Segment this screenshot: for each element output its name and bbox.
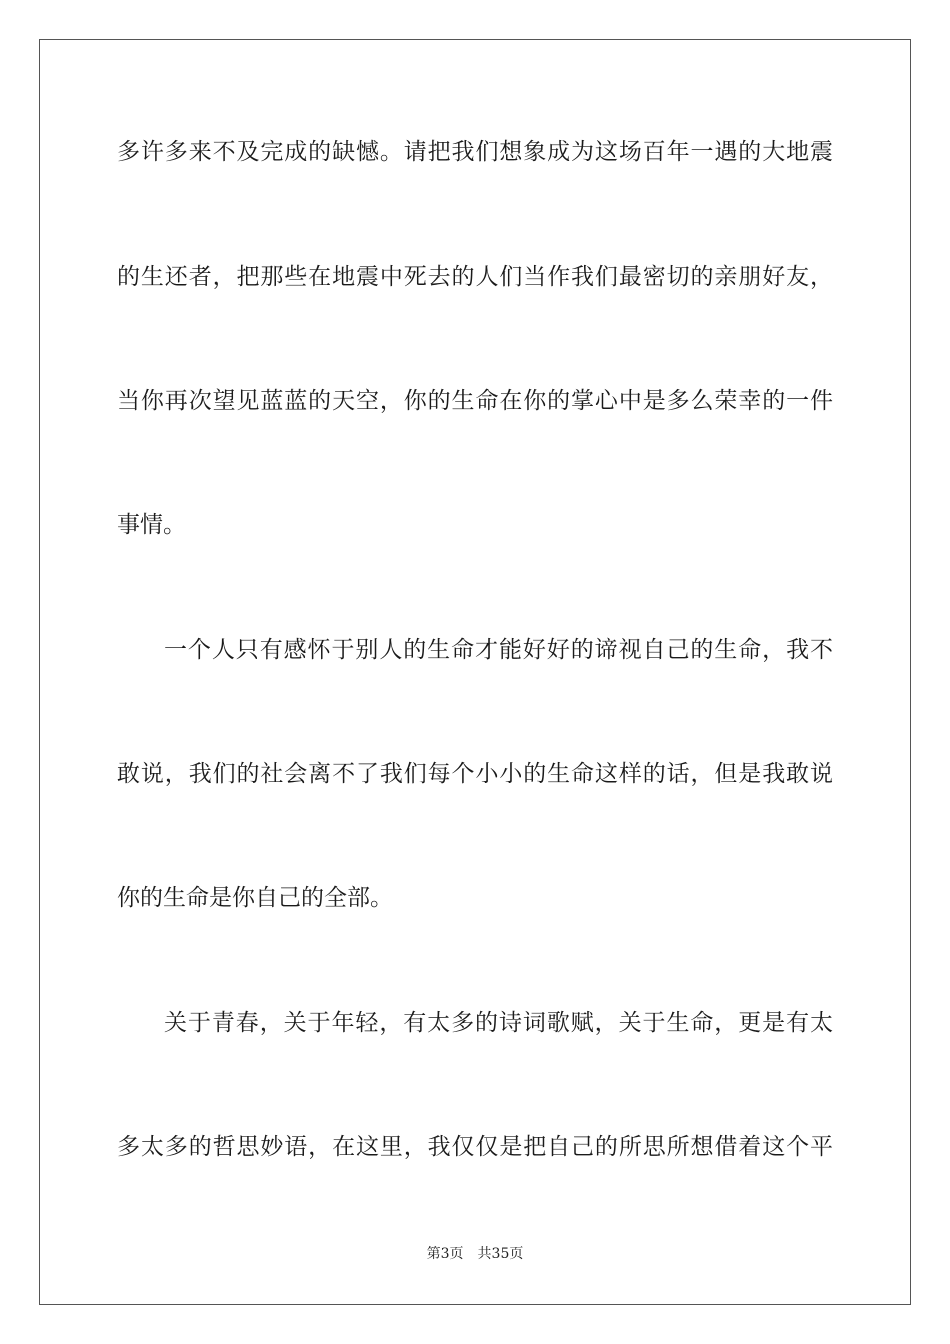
paragraph-first-line: 关于青春，关于年轻，有太多的诗词歌赋，关于生命，更是有太 bbox=[164, 1010, 833, 1036]
page-total: 共35页 bbox=[477, 1246, 524, 1262]
page-number: 第3页 bbox=[426, 1246, 464, 1262]
text-line: 你的生命是你自己的全部。 bbox=[117, 885, 393, 911]
text-line: 当你再次望见蓝蓝的天空，你的生命在你的掌心中是多么荣幸的一件 bbox=[117, 388, 833, 414]
page-footer bbox=[0, 1245, 950, 1263]
text-line: 多太多的哲思妙语，在这里，我仅仅是把自己的所思所想借着这个平 bbox=[117, 1134, 833, 1160]
text-line: 多许多来不及完成的缺憾。请把我们想象成为这场百年一遇的大地震 bbox=[117, 139, 833, 165]
text-line: 敢说，我们的社会离不了我们每个小小的生命这样的话，但是我敢说 bbox=[117, 761, 833, 787]
page-frame bbox=[39, 39, 911, 1305]
text-line: 的生还者，把那些在地震中死去的人们当作我们最密切的亲朋好友， bbox=[117, 264, 833, 290]
text-line: 事情。 bbox=[117, 512, 186, 538]
paragraph-first-line: 一个人只有感怀于别人的生命才能好好的谛视自己的生命，我不 bbox=[164, 637, 833, 663]
